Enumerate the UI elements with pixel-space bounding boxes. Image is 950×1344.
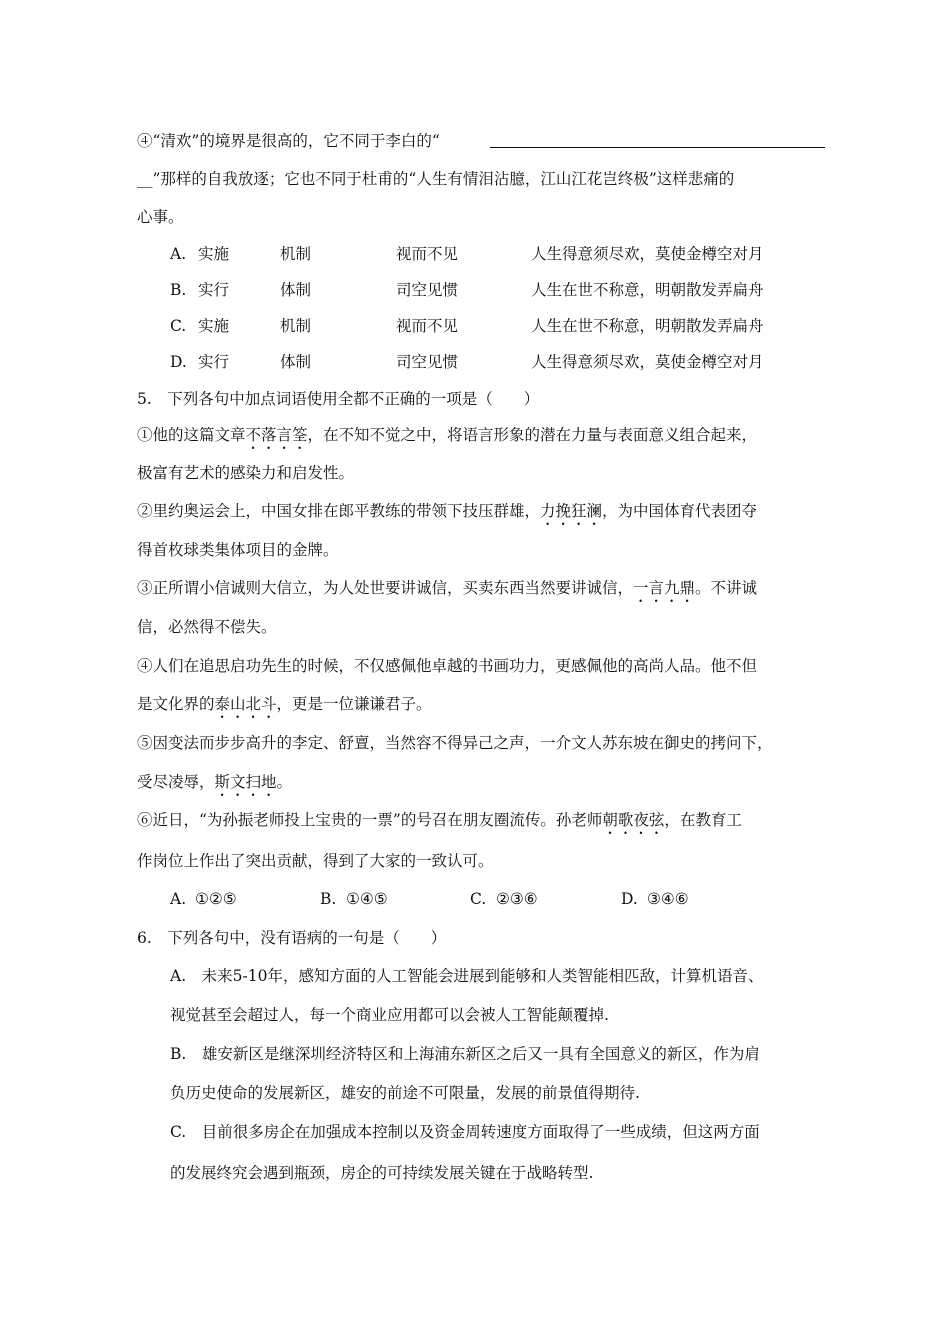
option-word-1: 实行 [198, 353, 230, 371]
answer-a-value: ①②⑤ [195, 890, 237, 908]
option-word-2: 机制 [280, 245, 312, 263]
q6-option-c-cont: 的发展终究会遇到瓶颈，房企的可持续发展关键在于战略转型. [170, 1164, 594, 1182]
q4-line-3: 心事。 [137, 208, 184, 226]
sentence-text: 。 [276, 773, 293, 791]
q5-sentence-3 [137, 578, 757, 606]
answer-d-value: ③④⑥ [647, 890, 689, 908]
option-word-1: 实施 [198, 317, 230, 335]
q5-sentence-6-cont: 作岗位上作出了突出贡献，得到了大家的一致认可。 [137, 852, 494, 870]
dotted-word: 不落言筌 [245, 426, 308, 444]
q5-sentence-1 [137, 425, 757, 453]
answer-b-value: ①④⑤ [346, 890, 388, 908]
sentence-text: ③正所谓小信诚则大信立，为人处世要讲诚信，买卖东西当然要讲诚信， [137, 579, 634, 597]
q6-option-b: B. 雄安新区是继深圳经济特区和上海浦东新区之后又一具有全国意义的新区，作为肩 [170, 1045, 760, 1063]
dotted-word: 斯文扫地 [214, 773, 277, 791]
q5-stem: 5. 下列各句中加点词语使用全都不正确的一项是（ ） [137, 390, 540, 408]
q5-sentence-2 [137, 501, 757, 529]
q5-sentence-4-cont [137, 694, 432, 722]
answer-d-label: D. [621, 890, 638, 908]
q5-sentence-5: ⑤因变法而步步高升的李定、舒亶，当然容不得异己之声，一介文人苏东坡在御史的拷问下， [137, 734, 773, 752]
answer-b-label: B. [320, 890, 337, 908]
q4-line-1: ④“清欢”的境界是很高的，它不同于李白的“ [137, 132, 440, 150]
sentence-text: ，在不知不觉之中，将语言形象的潜在力量与表面意义组合起来， [307, 426, 758, 444]
q5-sentence-3-cont: 信，必然得不偿失。 [137, 618, 277, 636]
option-word-4: 人生得意须尽欢，莫使金樽空对月 [531, 245, 764, 263]
option-label: C. [170, 317, 187, 335]
dotted-word: 朝歌夜弦 [602, 811, 665, 829]
q6-option-a: A. 未来5-10年，感知方面的人工智能会进展到能够和人类智能相匹敌，计算机语音、 [170, 967, 764, 985]
q5-sentence-2-cont: 得首枚球类集体项目的金牌。 [137, 541, 339, 559]
option-word-4: 人生在世不称意，明朝散发弄扁舟 [531, 281, 764, 299]
option-word-2: 机制 [280, 317, 312, 335]
sentence-text: ，为中国体育代表团夺 [602, 502, 758, 520]
option-word-4: 人生得意须尽欢，莫使金樽空对月 [531, 353, 764, 371]
sentence-text: ⑥近日，“为孙振老师投上宝贵的一票”的号召在朋友圈流传。孙老师 [137, 811, 603, 829]
option-word-3: 司空见惯 [396, 281, 459, 299]
option-word-1: 实行 [198, 281, 230, 299]
q6-stem: 6. 下列各句中，没有语病的一句是（ ） [137, 929, 447, 947]
sentence-text: ②里约奥运会上，中国女排在郎平教练的带领下技压群雄， [137, 502, 541, 520]
sentence-text: 受尽凌辱， [137, 773, 215, 791]
q5-sentence-4: ④人们在追思启功先生的时候，不仅感佩他卓越的书画功力，更感佩他的高尚人品。他不但 [137, 657, 758, 675]
sentence-text: 是文化界的 [137, 695, 215, 713]
q6-option-a-cont: 视觉甚至会超过人，每一个商业应用都可以会被人工智能颠覆掉. [170, 1006, 609, 1024]
option-word-2: 体制 [280, 281, 312, 299]
q5-sentence-6 [137, 810, 742, 838]
q5-sentence-5-cont [137, 772, 292, 800]
sentence-text: ，在教育工 [664, 811, 742, 829]
dotted-word: 泰山北斗 [214, 695, 277, 713]
option-label: A. [170, 245, 187, 263]
option-word-2: 体制 [280, 353, 312, 371]
option-word-4: 人生在世不称意，明朝散发弄扁舟 [531, 317, 764, 335]
option-word-3: 司空见惯 [396, 353, 459, 371]
answer-c-value: ②③⑥ [496, 890, 538, 908]
q5-sentence-1-cont: 极富有艺术的感染力和启发性。 [137, 464, 355, 482]
q4-line-2: __”那样的自我放逐；它也不同于杜甫的“人生有情泪沾臆，江山江花岂终极”这样悲痛的 [137, 170, 735, 188]
answer-c-label: C. [470, 890, 487, 908]
q6-option-c: C. 目前很多房企在加强成本控制以及资金周转速度方面取得了一些成绩，但这两方面 [170, 1123, 760, 1141]
sentence-text: ，更是一位谦谦君子。 [276, 695, 432, 713]
option-word-3: 视而不见 [396, 317, 459, 335]
option-label: B. [170, 281, 187, 299]
option-word-3: 视而不见 [396, 245, 459, 263]
fill-blank-line [490, 147, 825, 148]
dotted-word: 力挽狂澜 [540, 502, 603, 520]
dotted-word: 一言九鼎 [633, 579, 696, 597]
answer-a-label: A. [170, 890, 187, 908]
option-word-1: 实施 [198, 245, 230, 263]
sentence-text: 。不讲诚 [695, 579, 758, 597]
q6-option-b-cont: 负历史使命的发展新区，雄安的前途不可限量，发展的前景值得期待. [170, 1084, 640, 1102]
sentence-text: ①他的这篇文章 [137, 426, 246, 444]
option-label: D. [170, 353, 187, 371]
